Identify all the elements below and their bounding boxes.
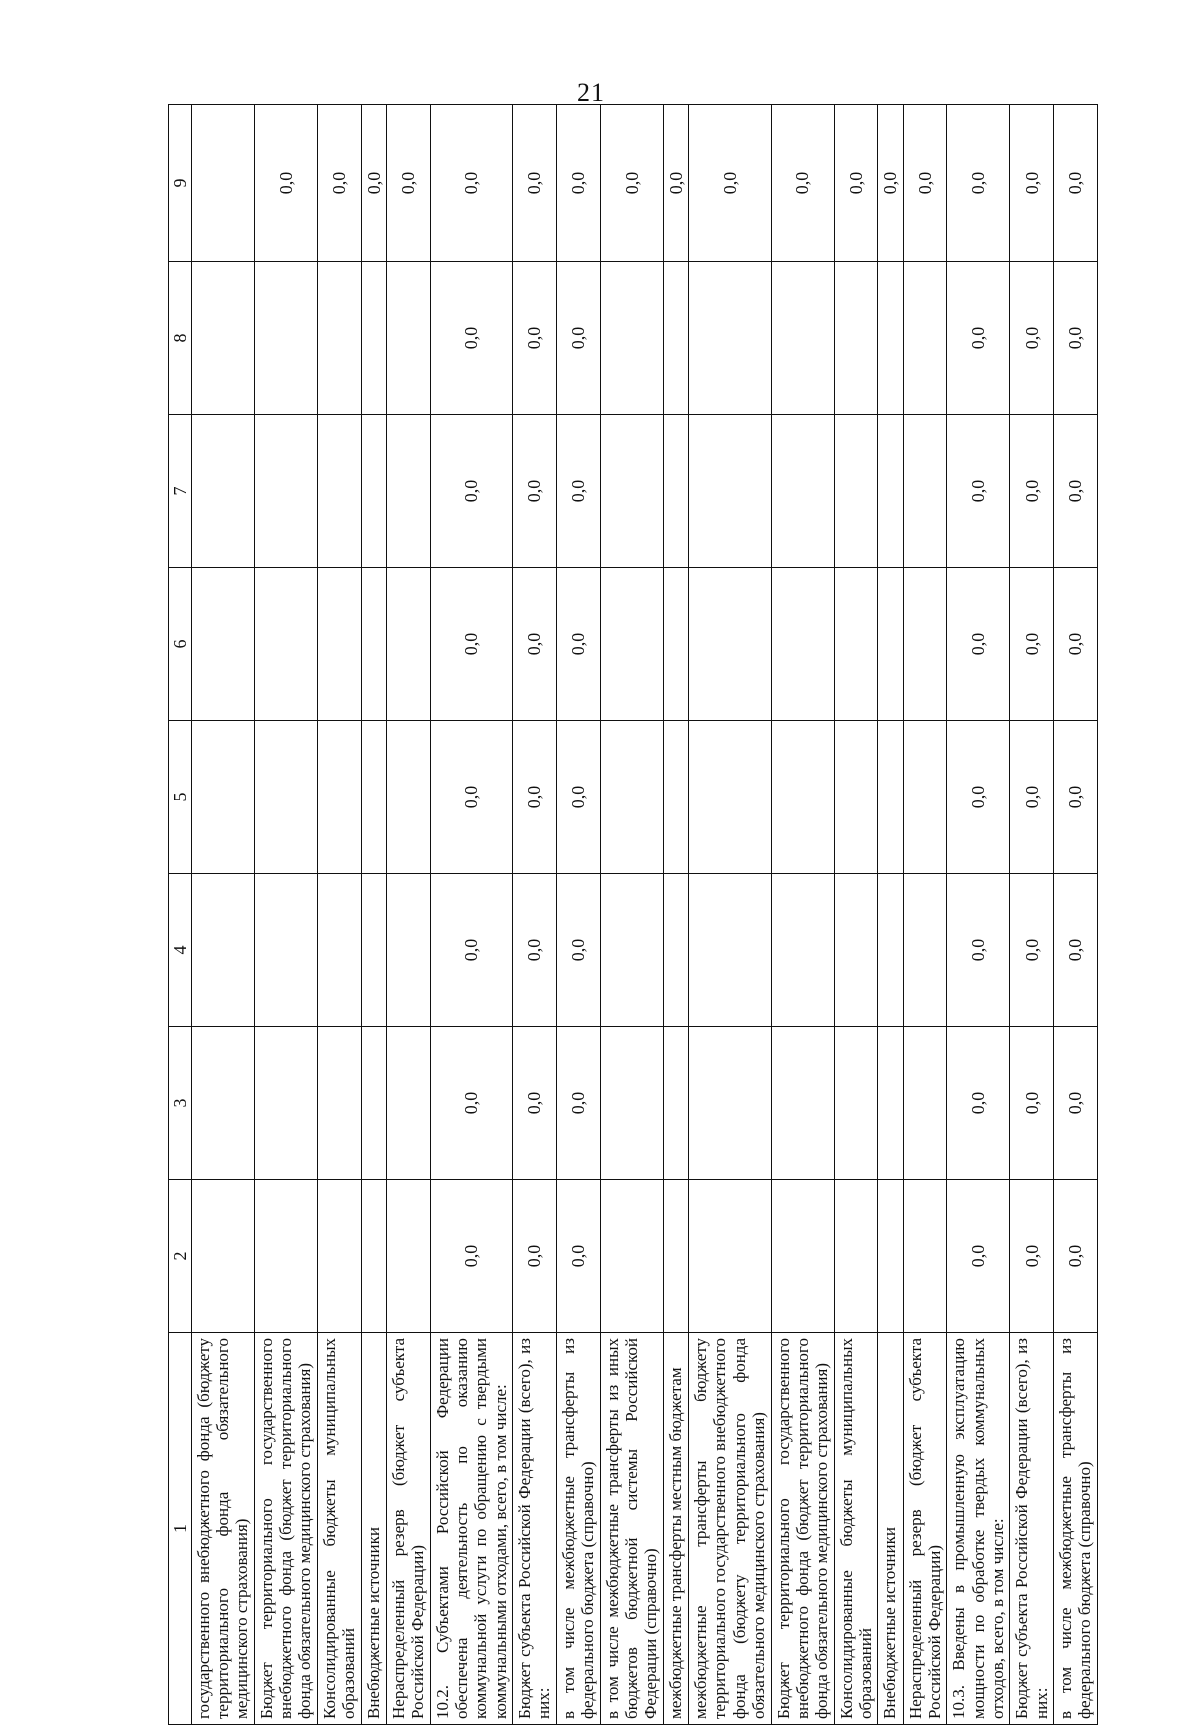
value-cell xyxy=(878,874,903,1027)
value-cell xyxy=(600,1180,663,1333)
value-cell: 0,0 xyxy=(1010,721,1054,874)
value-cell: 0,0 xyxy=(556,721,600,874)
value-cell xyxy=(663,1180,688,1333)
value-cell xyxy=(192,874,255,1027)
row-label: межбюджетные трансферты бюджету территориального государственного внебюджетного фонда (бюджету территориального фонда обязательного медицинского страхования) xyxy=(689,1333,771,1725)
value-cell: 0,0 xyxy=(430,1180,512,1333)
value-cell xyxy=(771,568,834,721)
value-cell: 0,0 xyxy=(878,105,903,262)
value-cell xyxy=(361,415,386,568)
value-cell: 0,0 xyxy=(513,1027,557,1180)
row-label: в том числе межбюджетные трансферты из федерального бюджета (справочно) xyxy=(1054,1333,1098,1725)
table-body xyxy=(192,105,1098,1725)
value-cell xyxy=(834,262,878,415)
value-cell: 0,0 xyxy=(947,1027,1010,1180)
row-label: Нераспределенный резерв (бюджет субъекта Российской Федерации) xyxy=(903,1333,947,1725)
value-cell xyxy=(318,874,362,1027)
header-cell: 1 xyxy=(169,1333,192,1725)
value-cell xyxy=(663,1027,688,1180)
value-cell: 0,0 xyxy=(947,568,1010,721)
value-cell: 0,0 xyxy=(513,1180,557,1333)
value-cell xyxy=(878,1180,903,1333)
value-cell: 0,0 xyxy=(430,105,512,262)
table-row xyxy=(192,105,255,1725)
value-cell xyxy=(878,262,903,415)
value-cell xyxy=(361,262,386,415)
value-cell xyxy=(255,721,318,874)
value-cell: 0,0 xyxy=(1010,105,1054,262)
value-cell xyxy=(834,721,878,874)
value-cell xyxy=(361,721,386,874)
value-cell xyxy=(387,262,431,415)
value-cell xyxy=(255,415,318,568)
value-cell: 0,0 xyxy=(513,568,557,721)
row-label: Бюджет территориального государственного внебюджетного фонда (бюджет территориального фонда обязательного медицинского страхования) xyxy=(255,1333,318,1725)
value-cell: 0,0 xyxy=(947,105,1010,262)
row-label: Бюджет субъекта Российской Федерации (всего), из них: xyxy=(513,1333,557,1725)
value-cell: 0,0 xyxy=(947,874,1010,1027)
value-cell xyxy=(255,874,318,1027)
value-cell xyxy=(834,1027,878,1180)
table-row xyxy=(1054,105,1098,1725)
value-cell xyxy=(387,568,431,721)
value-cell xyxy=(903,874,947,1027)
value-cell xyxy=(192,415,255,568)
row-label: Внебюджетные источники xyxy=(878,1333,903,1725)
value-cell xyxy=(600,262,663,415)
header-row xyxy=(169,105,192,1725)
table-row xyxy=(1010,105,1054,1725)
value-cell: 0,0 xyxy=(318,105,362,262)
value-cell xyxy=(318,568,362,721)
value-cell: 0,0 xyxy=(1054,874,1098,1027)
row-label: Нераспределенный резерв (бюджет субъекта Российской Федерации) xyxy=(387,1333,431,1725)
value-cell xyxy=(192,105,255,262)
value-cell: 0,0 xyxy=(556,415,600,568)
row-label: государственного внебюджетного фонда (бюджету территориального фонда обязательного медицинского страхования) xyxy=(192,1333,255,1725)
value-cell: 0,0 xyxy=(947,262,1010,415)
value-cell xyxy=(387,874,431,1027)
value-cell: 0,0 xyxy=(513,262,557,415)
value-cell xyxy=(903,262,947,415)
value-cell xyxy=(361,1027,386,1180)
value-cell: 0,0 xyxy=(903,105,947,262)
value-cell xyxy=(600,874,663,1027)
value-cell: 0,0 xyxy=(947,1180,1010,1333)
value-cell xyxy=(878,721,903,874)
table-row xyxy=(513,105,557,1725)
value-cell xyxy=(663,721,688,874)
value-cell xyxy=(689,568,771,721)
value-cell: 0,0 xyxy=(1010,1027,1054,1180)
value-cell: 0,0 xyxy=(556,1027,600,1180)
value-cell xyxy=(689,1180,771,1333)
row-label: Бюджет субъекта Российской Федерации (всего), из них: xyxy=(1010,1333,1054,1725)
value-cell: 0,0 xyxy=(834,105,878,262)
row-label: Бюджет территориального государственного внебюджетного фонда (бюджет территориального фонда обязательного медицинского страхования) xyxy=(771,1333,834,1725)
value-cell xyxy=(903,1027,947,1180)
value-cell xyxy=(192,568,255,721)
value-cell: 0,0 xyxy=(556,1180,600,1333)
value-cell xyxy=(387,415,431,568)
value-cell: 0,0 xyxy=(513,721,557,874)
value-cell xyxy=(600,415,663,568)
value-cell: 0,0 xyxy=(1054,1180,1098,1333)
value-cell: 0,0 xyxy=(430,874,512,1027)
value-cell xyxy=(387,1027,431,1180)
value-cell xyxy=(689,721,771,874)
table-row xyxy=(387,105,431,1725)
value-cell xyxy=(771,262,834,415)
value-cell xyxy=(771,1180,834,1333)
value-cell: 0,0 xyxy=(771,105,834,262)
value-cell xyxy=(689,262,771,415)
value-cell: 0,0 xyxy=(947,415,1010,568)
value-cell xyxy=(878,1027,903,1180)
value-cell: 0,0 xyxy=(1010,415,1054,568)
value-cell: 0,0 xyxy=(1010,874,1054,1027)
table-row xyxy=(689,105,771,1725)
value-cell: 0,0 xyxy=(255,105,318,262)
header-cell: 8 xyxy=(169,262,192,415)
value-cell xyxy=(771,874,834,1027)
value-cell: 0,0 xyxy=(947,721,1010,874)
value-cell xyxy=(689,1027,771,1180)
value-cell xyxy=(318,721,362,874)
value-cell: 0,0 xyxy=(387,105,431,262)
value-cell xyxy=(663,568,688,721)
table-row xyxy=(903,105,947,1725)
value-cell xyxy=(387,721,431,874)
header-cell: 3 xyxy=(169,1027,192,1180)
header-cell: 9 xyxy=(169,105,192,262)
value-cell: 0,0 xyxy=(1010,262,1054,415)
value-cell xyxy=(663,415,688,568)
value-cell xyxy=(318,1027,362,1180)
value-cell: 0,0 xyxy=(1054,1027,1098,1180)
budget-table xyxy=(168,104,1098,1725)
table-row xyxy=(556,105,600,1725)
value-cell xyxy=(192,721,255,874)
value-cell: 0,0 xyxy=(1054,568,1098,721)
value-cell: 0,0 xyxy=(430,415,512,568)
row-label: 10.2. Субъектами Российской Федерации обеспечена деятельность по оказанию коммунальной услуги по обращению с твердыми коммунальными отходами, всего, в том числе: xyxy=(430,1333,512,1725)
value-cell xyxy=(878,415,903,568)
value-cell xyxy=(771,1027,834,1180)
value-cell xyxy=(771,415,834,568)
value-cell: 0,0 xyxy=(513,415,557,568)
value-cell xyxy=(192,262,255,415)
value-cell xyxy=(361,568,386,721)
rotated-table-wrapper xyxy=(168,105,1098,1725)
value-cell: 0,0 xyxy=(513,105,557,262)
value-cell xyxy=(903,721,947,874)
table-row xyxy=(600,105,663,1725)
value-cell: 0,0 xyxy=(430,721,512,874)
table-row xyxy=(834,105,878,1725)
value-cell: 0,0 xyxy=(430,568,512,721)
table-row xyxy=(430,105,512,1725)
row-label: Консолидированные бюджеты муниципальных образований xyxy=(834,1333,878,1725)
table-row xyxy=(771,105,834,1725)
table-row xyxy=(318,105,362,1725)
row-label: 10.3. Введены в промышленную эксплуатацию мощности по обработке твердых коммунальных отходов, всего, в том числе: xyxy=(947,1333,1010,1725)
value-cell xyxy=(663,262,688,415)
value-cell xyxy=(318,1180,362,1333)
value-cell xyxy=(361,1180,386,1333)
value-cell xyxy=(903,1180,947,1333)
header-cell: 2 xyxy=(169,1180,192,1333)
table-row xyxy=(663,105,688,1725)
table-row xyxy=(361,105,386,1725)
value-cell xyxy=(255,1180,318,1333)
value-cell xyxy=(663,874,688,1027)
value-cell: 0,0 xyxy=(1010,1180,1054,1333)
value-cell xyxy=(387,1180,431,1333)
value-cell: 0,0 xyxy=(1054,262,1098,415)
value-cell: 0,0 xyxy=(513,874,557,1027)
value-cell xyxy=(834,874,878,1027)
value-cell: 0,0 xyxy=(556,262,600,415)
value-cell: 0,0 xyxy=(663,105,688,262)
header-cell: 5 xyxy=(169,721,192,874)
value-cell: 0,0 xyxy=(1054,105,1098,262)
value-cell xyxy=(318,415,362,568)
value-cell: 0,0 xyxy=(1054,415,1098,568)
value-cell xyxy=(192,1180,255,1333)
header-cell: 7 xyxy=(169,415,192,568)
row-label: Консолидированные бюджеты муниципальных образований xyxy=(318,1333,362,1725)
value-cell xyxy=(689,415,771,568)
header-cell: 6 xyxy=(169,568,192,721)
value-cell xyxy=(255,1027,318,1180)
value-cell xyxy=(192,1027,255,1180)
value-cell xyxy=(878,568,903,721)
value-cell: 0,0 xyxy=(556,568,600,721)
row-label: в том числе межбюджетные трансферты из иных бюджетов бюджетной системы Российской Федерации (справочно) xyxy=(600,1333,663,1725)
value-cell xyxy=(834,568,878,721)
value-cell xyxy=(255,568,318,721)
value-cell: 0,0 xyxy=(1054,721,1098,874)
row-label: межбюджетные трансферты местным бюджетам xyxy=(663,1333,688,1725)
value-cell xyxy=(318,262,362,415)
value-cell xyxy=(600,1027,663,1180)
value-cell xyxy=(834,1180,878,1333)
value-cell: 0,0 xyxy=(430,262,512,415)
value-cell: 0,0 xyxy=(430,1027,512,1180)
value-cell: 0,0 xyxy=(600,105,663,262)
value-cell: 0,0 xyxy=(689,105,771,262)
table-row xyxy=(947,105,1010,1725)
table-row xyxy=(255,105,318,1725)
value-cell xyxy=(903,568,947,721)
value-cell xyxy=(834,415,878,568)
value-cell xyxy=(771,721,834,874)
value-cell: 0,0 xyxy=(361,105,386,262)
table-row xyxy=(878,105,903,1725)
value-cell xyxy=(600,721,663,874)
value-cell xyxy=(903,415,947,568)
value-cell: 0,0 xyxy=(556,874,600,1027)
header-cell: 4 xyxy=(169,874,192,1027)
value-cell: 0,0 xyxy=(1010,568,1054,721)
value-cell xyxy=(361,874,386,1027)
value-cell xyxy=(255,262,318,415)
value-cell: 0,0 xyxy=(556,105,600,262)
page-number: 21 xyxy=(577,78,605,107)
row-label: в том числе межбюджетные трансферты из федерального бюджета (справочно) xyxy=(556,1333,600,1725)
row-label: Внебюджетные источники xyxy=(361,1333,386,1725)
value-cell xyxy=(689,874,771,1027)
value-cell xyxy=(600,568,663,721)
